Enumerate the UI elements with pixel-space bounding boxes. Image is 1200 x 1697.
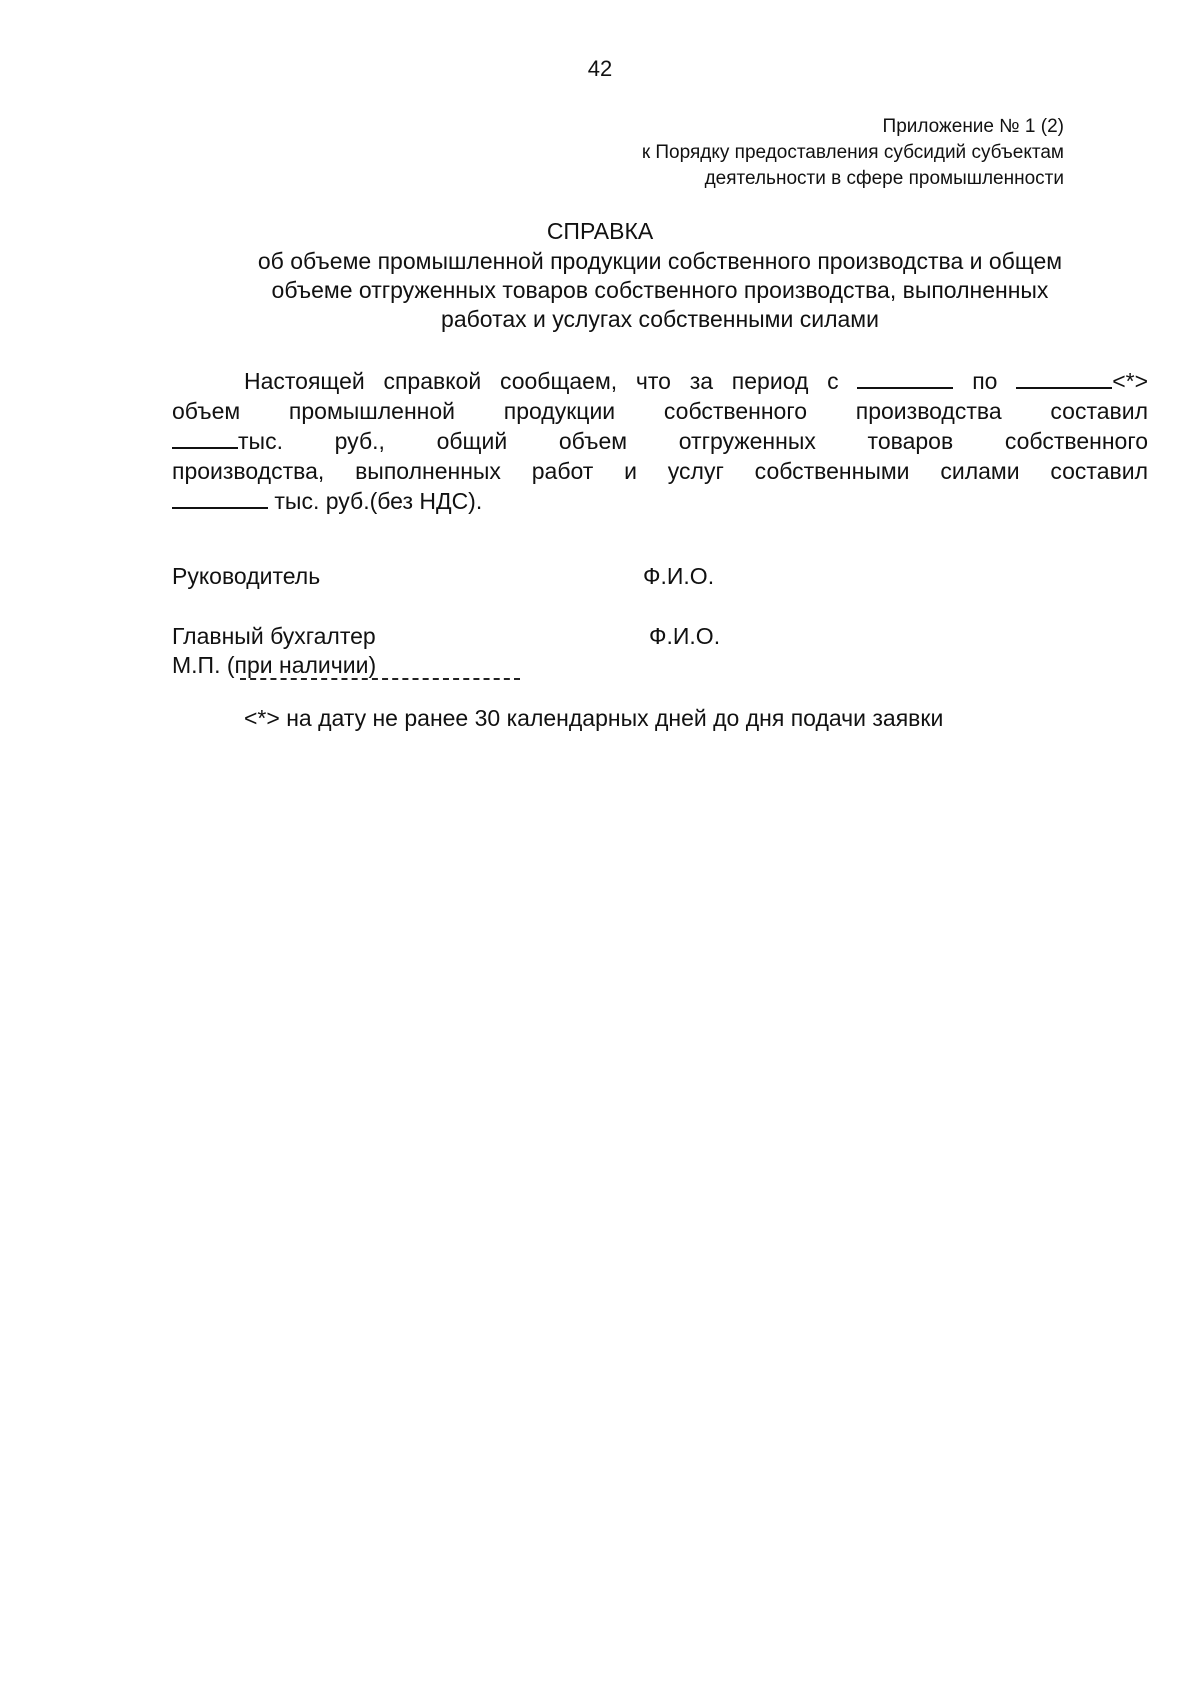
body-line-5 <box>172 486 1148 516</box>
footnote-text: <*> на дату не ранее 30 календарных дней до дня подачи заявки <box>244 705 944 731</box>
appendix-line-2: к Порядку предоставления субсидий субъектам <box>641 142 1064 163</box>
head-label: Руководитель <box>172 563 321 589</box>
body-line-4: производства, выполненных работ и услуг собственными силами составил <box>172 458 1148 484</box>
subtitle-line-2: объеме отгруженных товаров собственного производства, выполненных <box>271 277 1049 303</box>
head-name: Ф.И.О. <box>643 563 715 589</box>
appendix-line-3: деятельности в сфере промышленности <box>704 168 1064 189</box>
appendix-line-1: Приложение № 1 (2) <box>882 116 1064 137</box>
document-title: СПРАВКА <box>546 218 654 244</box>
period-po: по <box>972 368 998 394</box>
body-line-5-text: тыс. руб.(без НДС). <box>274 488 483 514</box>
period-to-blank[interactable] <box>1016 367 1112 389</box>
document-subtitle <box>160 247 1160 334</box>
appendix-header <box>642 114 1064 192</box>
body-line-1 <box>172 366 1148 396</box>
certificate-body <box>172 366 1148 516</box>
period-from-blank[interactable] <box>857 367 953 389</box>
body-line-3 <box>172 426 1148 456</box>
footnote-divider <box>240 678 520 680</box>
stamp-note: М.П. (при наличии) <box>172 652 377 678</box>
production-volume-blank[interactable] <box>172 427 238 449</box>
intro-text: Настоящей справкой сообщаем, что за период с <box>244 368 839 394</box>
shipped-volume-blank[interactable] <box>172 487 268 509</box>
accountant-label: Главный бухгалтер <box>172 623 376 649</box>
page-number: 42 <box>587 56 613 81</box>
subtitle-line-1: об объеме промышленной продукции собственного производства и общем <box>257 248 1063 274</box>
body-line-2: объем промышленной продукции собственного производства составил <box>172 398 1148 424</box>
accountant-name: Ф.И.О. <box>649 623 721 649</box>
subtitle-line-3: работах и услугах собственными силами <box>441 306 879 332</box>
footnote-mark: <*> <box>1112 368 1149 394</box>
body-line-3-text: тыс. руб., общий объем отгруженных товаров собственного <box>238 428 1148 454</box>
